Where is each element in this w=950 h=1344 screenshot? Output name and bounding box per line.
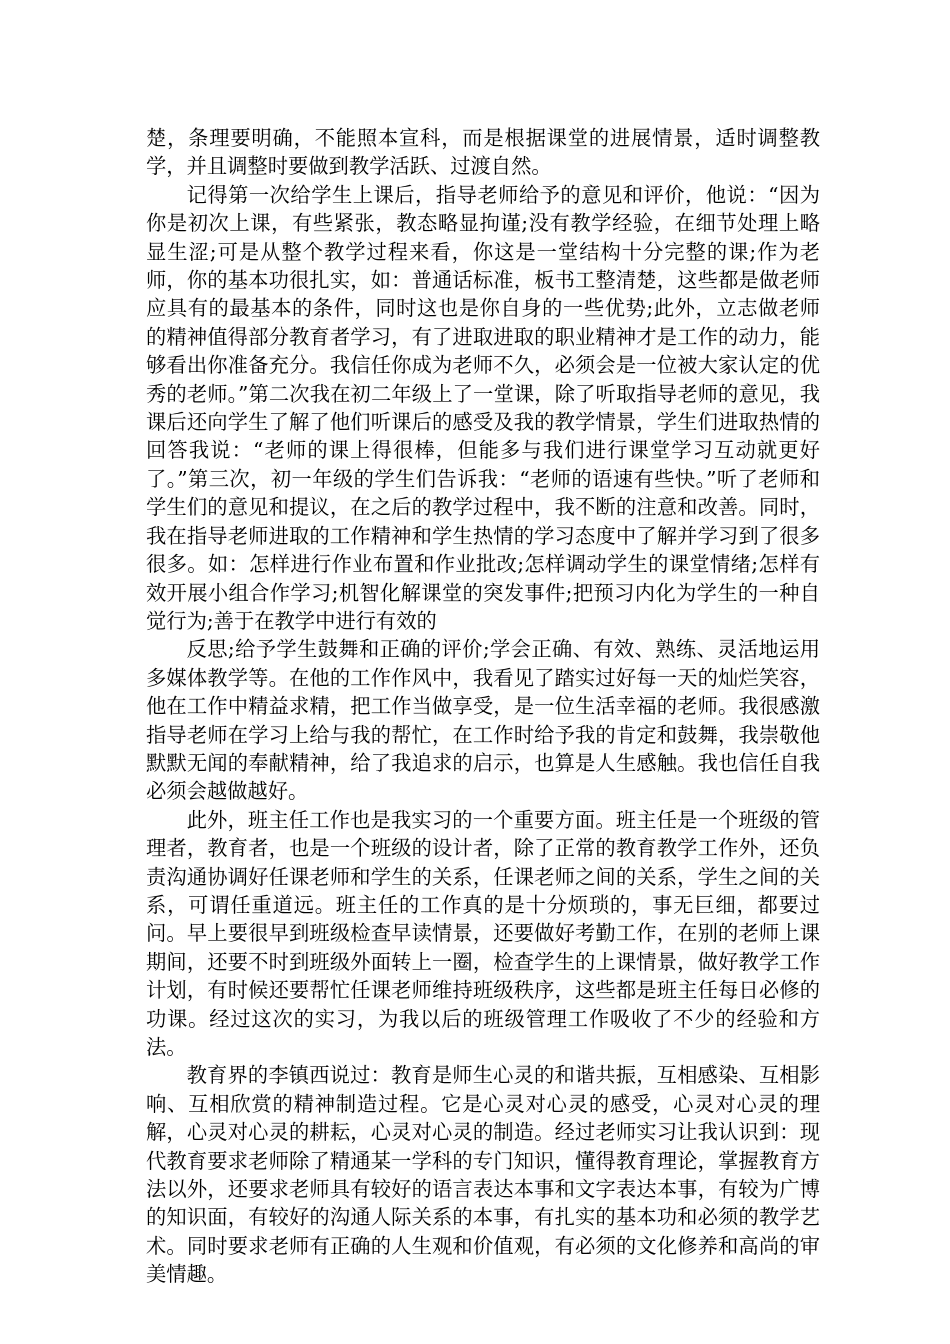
paragraph-1: 楚，条理要明确，不能照本宣科，而是根据课堂的进展情景，适时调整教学，并且调整时要做到教学活跃、过渡自然。 <box>146 126 820 179</box>
paragraph-4: 此外，班主任工作也是我实习的一个重要方面。班主任是一个班级的管理者，教育者，也是一个班级的设计者，除了正常的教育教学工作外，还负责沟通协调好任课老师和学生的关系，任课老师之间的关系，学生之间的关系，可谓任重道远。班主任的工作真的是十分烦琐的，事无巨细，都要过问。早上要很早到班级检查早读情景，还要做好考勤工作，在别的老师上课期间，还要不时到班级外面转上一圈，检查学生的上课情景，做好教学工作计划，有时候还要帮忙任课老师维持班级秩序，这些都是班主任每日必修的功课。经过这次的实习，为我以后的班级管理工作吸收了不少的经验和方法。 <box>146 807 820 1059</box>
document-page <box>146 124 820 1289</box>
paragraph-5: 教育界的李镇西说过：教育是师生心灵的和谐共振，互相感染、互相影响、互相欣赏的精神制造过程。它是心灵对心灵的感受，心灵对心灵的理解，心灵对心灵的耕耘，心灵对心灵的制造。经过老师实习让我认识到：现代教育要求老师除了精通某一学科的专门知识，懂得教育理论，掌握教育方法以外，还要求老师具有较好的语言表达本事和文字表达本事，有较为广博的知识面，有较好的沟通人际关系的本事，有扎实的基本功和必须的教学艺术。同时要求老师有正确的人生观和价值观，有必须的文化修养和高尚的审美情趣。 <box>146 1063 820 1287</box>
paragraph-3: 反思;给予学生鼓舞和正确的评价;学会正确、有效、熟练、灵活地运用多媒体教学等。在他的工作作风中，我看见了踏实过好每一天的灿烂笑容，他在工作中精益求精，把工作当做享受，是一位生活幸福的老师。我很感激指导老师在学习上给与我的帮忙，在工作时给予我的肯定和鼓舞，我崇敬他默默无闻的奉献精神，给了我追求的启示，也算是人生感触。我也信任自我必须会越做越好。 <box>146 637 820 804</box>
paragraph-2: 记得第一次给学生上课后，指导老师给予的意见和评价，他说：“因为你是初次上课，有些紧张，教态略显拘谨;没有教学经验，在细节处理上略显生涩;可是从整个教学过程来看，你这是一堂结构十分完整的课;作为老师，你的基本功很扎实，如：普通话标准，板书工整清楚，这些都是做老师应具有的最基本的条件，同时这也是你自身的一些优势;此外，立志做老师的精神值得部分教育者学习，有了进取进取的职业精神才是工作的动力，能够看出你准备充分。我信任你成为老师不久，必须会是一位被大家认定的优秀的老师。”第二次我在初二年级上了一堂课，除了听取指导老师的意见，我课后还向学生了解了他们听课后的感受及我的教学情景，学生们进取热情的回答我说：“老师的课上得很棒，但能多与我们进行课堂学习互动就更好了。”第三次，初一年级的学生们告诉我：“老师的语速有些快。”听了老师和学生们的意见和提议，在之后的教学过程中，我不断的注意和改善。同时，我在指导老师进取的工作精神和学生热情的学习态度中了解并学习到了很多很多。如：怎样进行作业布置和作业批改;怎样调动学生的课堂情绪;怎样有效开展小组合作学习;机智化解课堂的突发事件;把预习内化为学生的一种自觉行为;善于在教学中进行有效的 <box>146 182 820 633</box>
